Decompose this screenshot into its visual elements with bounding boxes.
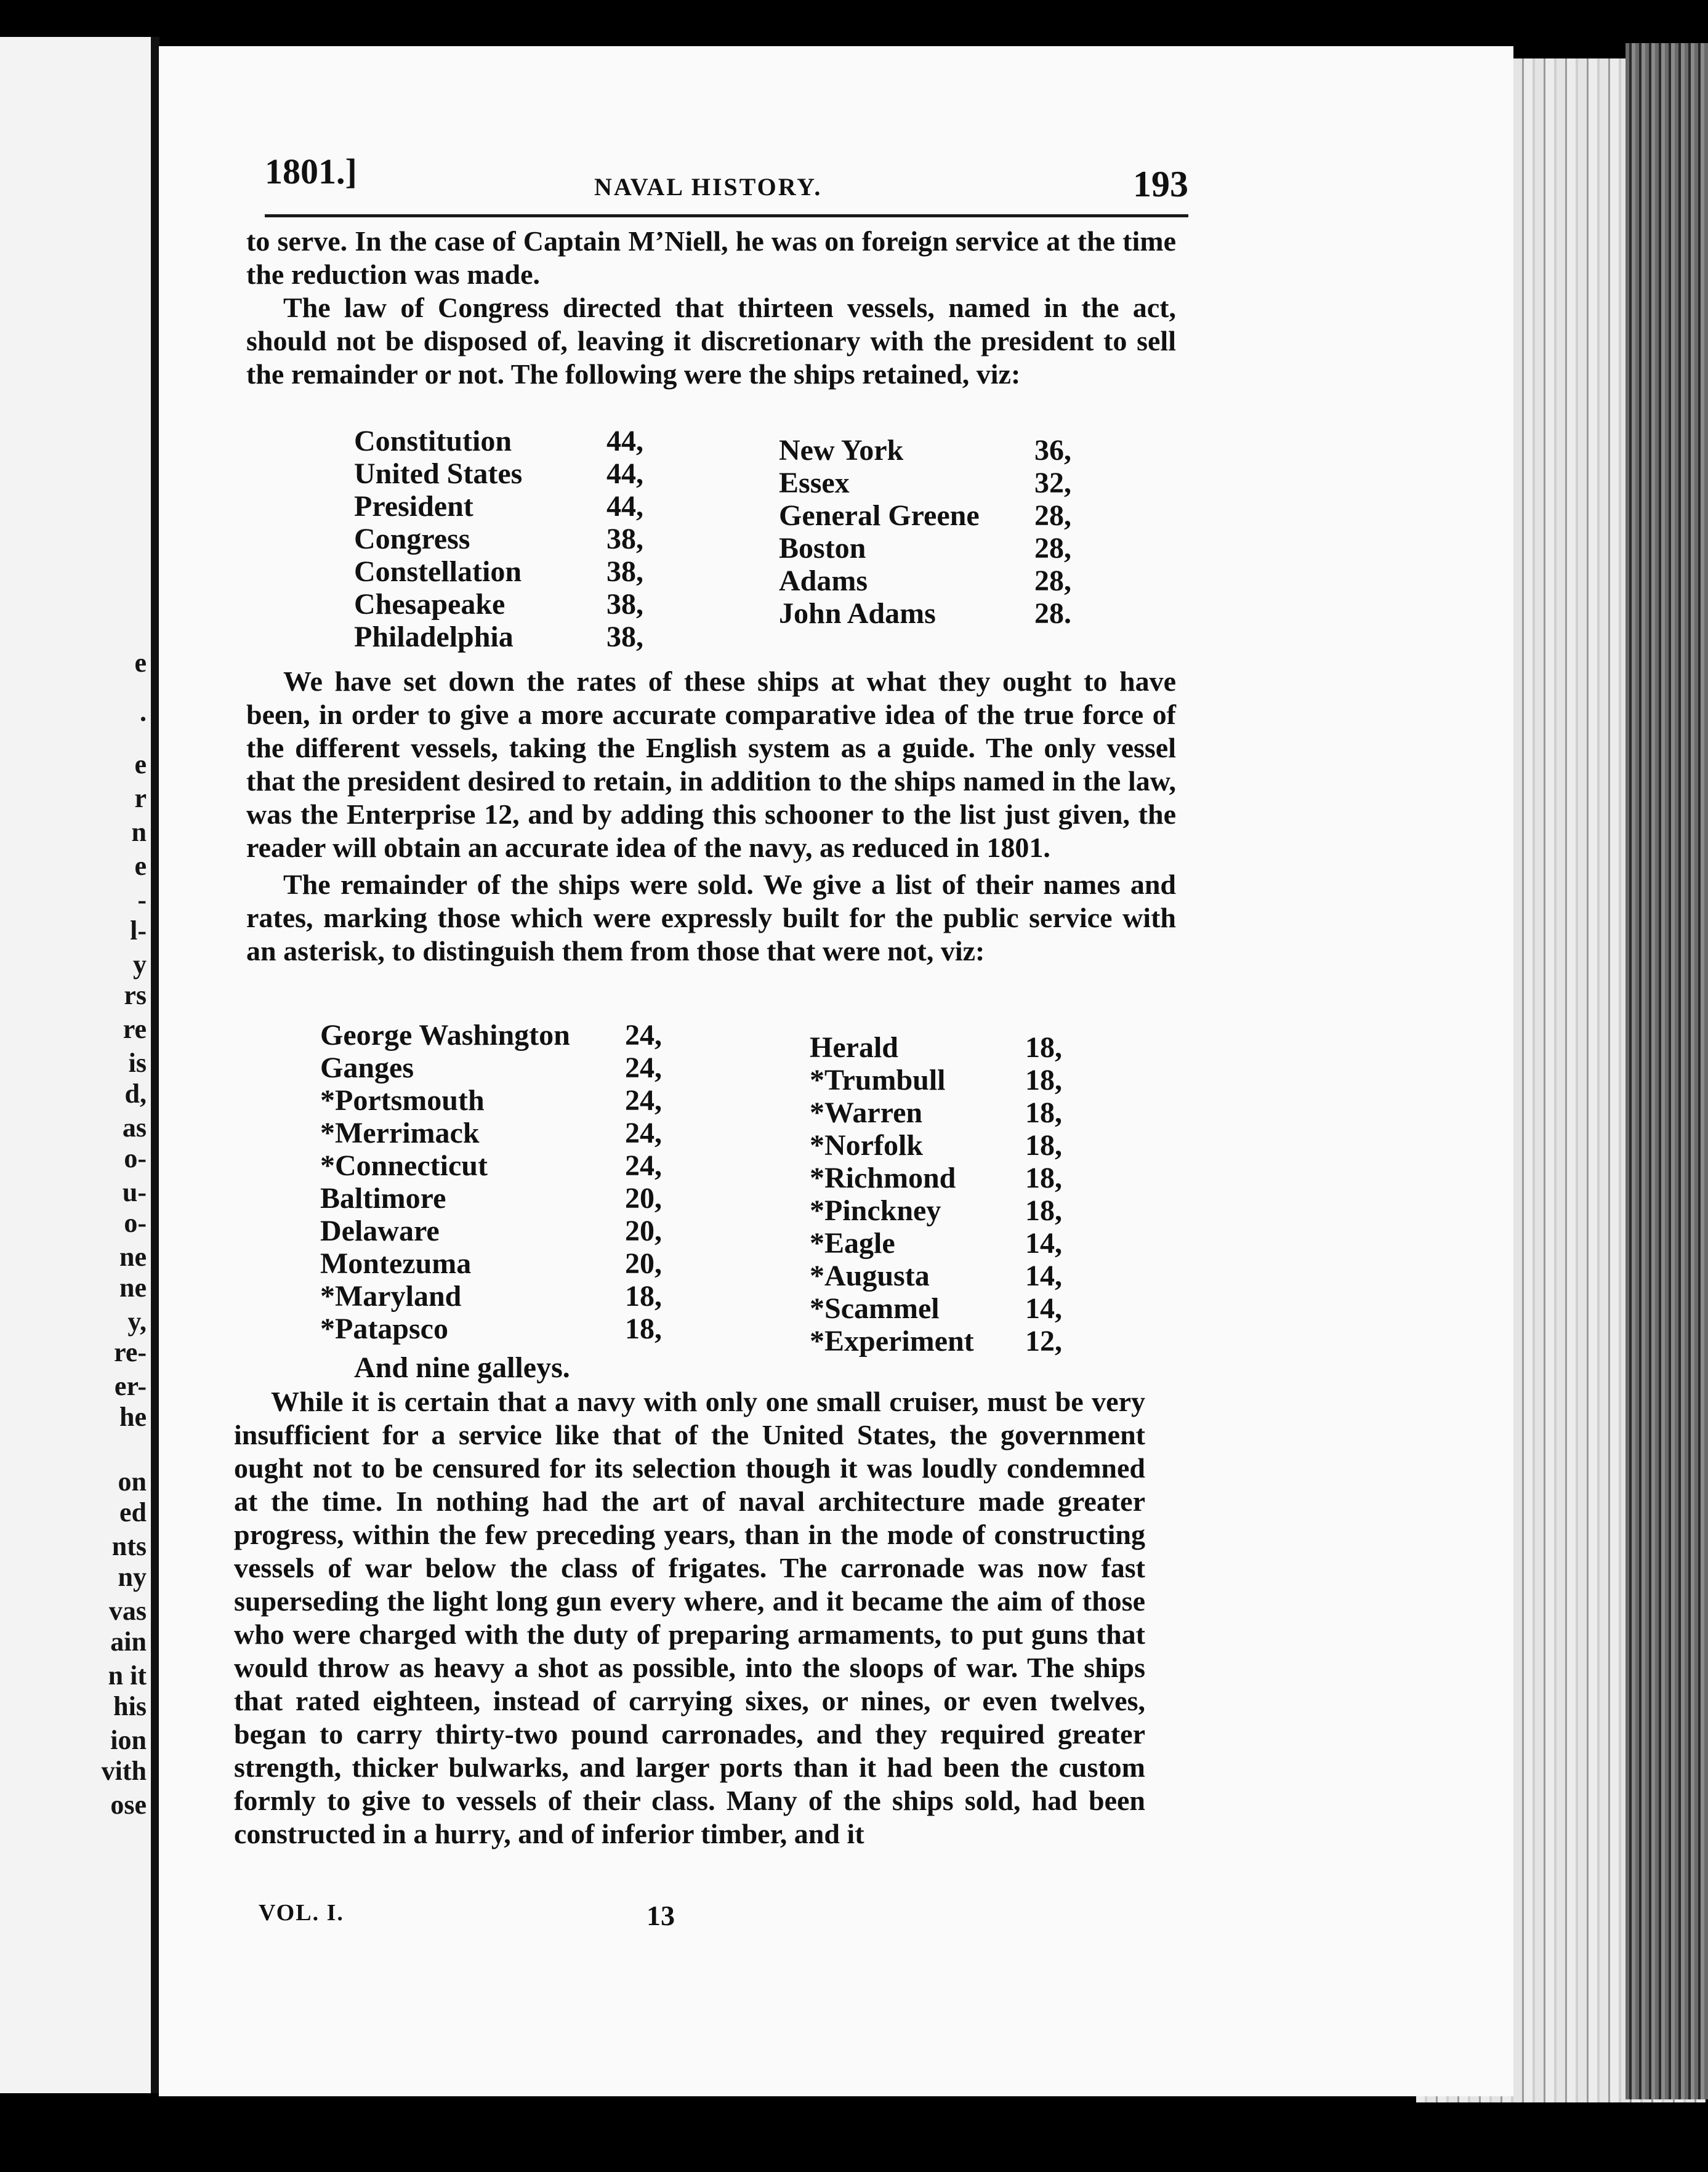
ship-row xyxy=(354,588,662,621)
ship-row xyxy=(354,523,662,555)
ship-name: John Adams xyxy=(779,597,936,630)
ship-name: Ganges xyxy=(320,1052,414,1084)
left-page-fragment: r xyxy=(134,783,147,813)
ship-rate: 28, xyxy=(1034,532,1071,565)
ship-row xyxy=(810,1096,1081,1129)
left-page-fragment: nts xyxy=(111,1531,147,1561)
left-page-fragment: ny xyxy=(118,1562,147,1592)
paragraph-4: The remainder of the ships were sold. We give a list of their names and rates, marking those which were expressly built for the public service with an asterisk, to distinguish them from those that were not, viz: xyxy=(246,869,1176,967)
ship-rate: 28, xyxy=(1034,499,1071,532)
ship-row xyxy=(810,1162,1081,1194)
left-page-fragment: ed xyxy=(119,1497,147,1527)
ship-name: President xyxy=(354,490,473,523)
left-page-fragment: as xyxy=(122,1112,147,1143)
ship-name: *Connecticut xyxy=(320,1149,488,1182)
ship-name: Herald xyxy=(810,1031,898,1064)
page-number: 193 xyxy=(1133,164,1188,204)
ship-row xyxy=(320,1019,665,1052)
book-spine-edge xyxy=(1625,43,1708,2099)
ship-name: *Norfolk xyxy=(810,1129,923,1162)
retained-ships-left xyxy=(354,425,662,653)
left-page-fragment: n xyxy=(131,817,147,847)
left-page-fragment: ne xyxy=(119,1273,147,1303)
ship-row xyxy=(354,490,662,523)
ship-name: Montezuma xyxy=(320,1247,472,1280)
left-page-fragment: e xyxy=(134,648,147,678)
ship-name: *Augusta xyxy=(810,1260,930,1292)
ship-row xyxy=(320,1182,665,1215)
left-page-fragment: vas xyxy=(108,1596,147,1626)
ship-row xyxy=(354,457,662,490)
ship-rate: 24, xyxy=(625,1149,662,1182)
ship-row xyxy=(320,1247,665,1280)
ship-rate: 36, xyxy=(1034,434,1071,467)
ship-name: Delaware xyxy=(320,1215,440,1247)
ship-name: United States xyxy=(354,457,523,490)
left-page-fragment: d, xyxy=(124,1079,147,1109)
left-page-fragment: y, xyxy=(127,1306,147,1337)
ship-row xyxy=(320,1280,665,1313)
ship-rate: 14, xyxy=(1025,1227,1062,1260)
left-page-fragment: u- xyxy=(122,1177,147,1207)
ship-rate: 38, xyxy=(606,555,643,588)
ship-name: Essex xyxy=(779,467,850,499)
left-page-fragment: ain xyxy=(110,1627,147,1657)
ship-row xyxy=(354,621,662,653)
header-title: NAVAL HISTORY. xyxy=(594,173,823,201)
header-year: 1801.] xyxy=(265,151,357,191)
left-page-fragment: vith xyxy=(101,1756,147,1786)
ship-rate: 28. xyxy=(1034,597,1071,630)
ship-name: General Greene xyxy=(779,499,980,532)
ship-name: Baltimore xyxy=(320,1182,446,1215)
sold-ships-left xyxy=(320,1019,665,1345)
ship-row xyxy=(810,1227,1081,1260)
ship-name: *Patapsco xyxy=(320,1313,448,1345)
ship-row xyxy=(810,1292,1081,1325)
ship-row xyxy=(320,1052,665,1084)
ship-rate: 18, xyxy=(625,1313,662,1345)
left-page-fragment: on xyxy=(118,1466,147,1497)
left-page-fragment: y xyxy=(133,949,147,979)
left-page-fragment: e xyxy=(134,749,147,779)
header-rule xyxy=(265,214,1188,217)
ship-rate: 24, xyxy=(625,1052,662,1084)
left-page-fragment: n it xyxy=(108,1660,147,1691)
left-page-fragment: re xyxy=(123,1014,147,1044)
paragraph-1: to serve. In the case of Captain M’Niell, he was on foreign service at the time the reduction was made. xyxy=(246,225,1176,290)
ship-row xyxy=(779,565,1099,597)
signature-mark: 13 xyxy=(647,1900,675,1931)
ship-row xyxy=(810,1129,1081,1162)
ship-row xyxy=(779,499,1099,532)
ship-name: *Warren xyxy=(810,1096,923,1129)
left-page-fragment: ose xyxy=(110,1790,147,1820)
left-page-fragment: he xyxy=(119,1402,147,1432)
ship-rate: 18, xyxy=(1025,1096,1062,1129)
ship-name: *Richmond xyxy=(810,1162,956,1194)
ship-rate: 38, xyxy=(606,588,643,621)
ship-name: Philadelphia xyxy=(354,621,514,653)
left-page-fragment: rs xyxy=(124,980,147,1010)
ship-rate: 18, xyxy=(1025,1194,1062,1227)
ship-row xyxy=(779,597,1099,630)
ship-row xyxy=(320,1149,665,1182)
ship-rate: 18, xyxy=(1025,1162,1062,1194)
ship-rate: 14, xyxy=(1025,1260,1062,1292)
ship-rate: 44, xyxy=(606,490,643,523)
ship-rate: 24, xyxy=(625,1084,662,1117)
ship-row xyxy=(810,1064,1081,1096)
ship-row xyxy=(810,1260,1081,1292)
ship-rate: 20, xyxy=(625,1215,662,1247)
ship-row xyxy=(810,1031,1081,1064)
ship-rate: 28, xyxy=(1034,565,1071,597)
ship-rate: 18, xyxy=(625,1280,662,1313)
ship-name: *Pinckney xyxy=(810,1194,941,1227)
ship-rate: 32, xyxy=(1034,467,1071,499)
ship-name: Boston xyxy=(779,532,866,565)
ship-rate: 44, xyxy=(606,457,643,490)
ship-rate: 18, xyxy=(1025,1031,1062,1064)
left-page-fragment: e xyxy=(134,851,147,881)
left-page-fragment: - xyxy=(137,885,147,915)
ship-rate: 12, xyxy=(1025,1325,1062,1358)
galleys-text: And nine galleys. xyxy=(354,1351,570,1384)
running-header xyxy=(265,151,1188,206)
ship-name: George Washington xyxy=(320,1019,570,1052)
ship-name: *Portsmouth xyxy=(320,1084,485,1117)
ship-row xyxy=(320,1215,665,1247)
left-page-fragment: re- xyxy=(114,1337,147,1367)
ship-name: *Scammel xyxy=(810,1292,940,1325)
left-page-fragment: l- xyxy=(130,915,147,946)
ship-rate: 44, xyxy=(606,425,643,457)
ship-name: Constitution xyxy=(354,425,512,457)
ship-name: *Merrimack xyxy=(320,1117,480,1149)
ship-rate: 24, xyxy=(625,1117,662,1149)
ship-row xyxy=(320,1084,665,1117)
paragraph-3: We have set down the rates of these ships at what they ought to have been, in order to give a more accurate comparative idea of the true force of the different vessels, taking the English system as a guide. The only vessel that the president desired to retain, in addition to the ships named in the law, was the Enterprise 12, and by adding this schooner to the list just given, the reader will obtain an accurate idea of the navy, as reduced in 1801. xyxy=(246,666,1176,863)
left-page-fragment: o- xyxy=(124,1143,147,1173)
ship-rate: 24, xyxy=(625,1019,662,1052)
ship-name: *Maryland xyxy=(320,1280,462,1313)
ship-rate: 38, xyxy=(606,523,643,555)
ship-row xyxy=(779,532,1099,565)
ship-name: New York xyxy=(779,434,904,467)
ship-name: Congress xyxy=(354,523,470,555)
ship-name: *Trumbull xyxy=(810,1064,946,1096)
ship-rate: 14, xyxy=(1025,1292,1062,1325)
ship-row xyxy=(779,434,1099,467)
text-block-1 xyxy=(246,225,1176,391)
ship-row xyxy=(320,1117,665,1149)
text-block-3 xyxy=(234,1385,1145,1851)
volume-label: VOL. I. xyxy=(259,1900,344,1926)
ship-rate: 20, xyxy=(625,1247,662,1280)
ship-rate: 18, xyxy=(1025,1129,1062,1162)
ship-name: Constellation xyxy=(354,555,522,588)
left-page-fragment: er- xyxy=(114,1371,147,1401)
ship-name: Chesapeake xyxy=(354,588,506,621)
ship-name: Adams xyxy=(779,565,868,597)
ship-rate: 38, xyxy=(606,621,643,653)
left-page-fragment: ion xyxy=(110,1725,147,1755)
paragraph-5: While it is certain that a navy with only one small cruiser, must be very insufficient for a service like that of the United States, the government ought not to be censured for its selection though it was loudly condemned at the time. In nothing had the art of naval architecture made greater progress, within the few preceding years, than in the mode of constructing vessels of war below the class of frigates. The carronade was now fast superseding the light long gun every where, and it became the aim of those who were charged with the duty of preparing armaments, to put guns that would throw as heavy a shot as possible, into the sloops of war. The ships that rated eighteen, instead of carrying sixes, or nines, or even twelves, began to carry thirty-two pound carronades, and they required greater strength, thicker bulwarks, and larger ports than it had been the custom formly to give to vessels of their class. Many of the ships sold, had been constructed in a hurry, and of inferior timber, and it xyxy=(234,1386,1145,1849)
ship-row xyxy=(779,467,1099,499)
ship-row xyxy=(320,1313,665,1345)
sold-ships-right xyxy=(810,1031,1081,1358)
ship-row xyxy=(810,1194,1081,1227)
left-page-fragment: is xyxy=(128,1048,147,1078)
ship-name: *Eagle xyxy=(810,1227,895,1260)
ship-row xyxy=(354,425,662,457)
left-page-fragment: his xyxy=(113,1691,147,1721)
left-page-fragment: o- xyxy=(124,1208,147,1238)
paragraph-2: The law of Congress directed that thirteen vessels, named in the act, should not be disposed of, leaving it discretionary with the president to sell the remainder or not. The following were the ships retained, viz: xyxy=(246,292,1176,390)
ship-rate: 20, xyxy=(625,1182,662,1215)
galleys-line xyxy=(354,1351,570,1384)
text-block-2 xyxy=(246,665,1176,968)
retained-ships-right xyxy=(779,434,1099,630)
ship-row xyxy=(810,1325,1081,1358)
ship-row xyxy=(354,555,662,588)
left-page-fragment: ne xyxy=(119,1242,147,1272)
ship-rate: 18, xyxy=(1025,1064,1062,1096)
ship-name: *Experiment xyxy=(810,1325,974,1358)
left-page-fragment: . xyxy=(140,697,147,727)
